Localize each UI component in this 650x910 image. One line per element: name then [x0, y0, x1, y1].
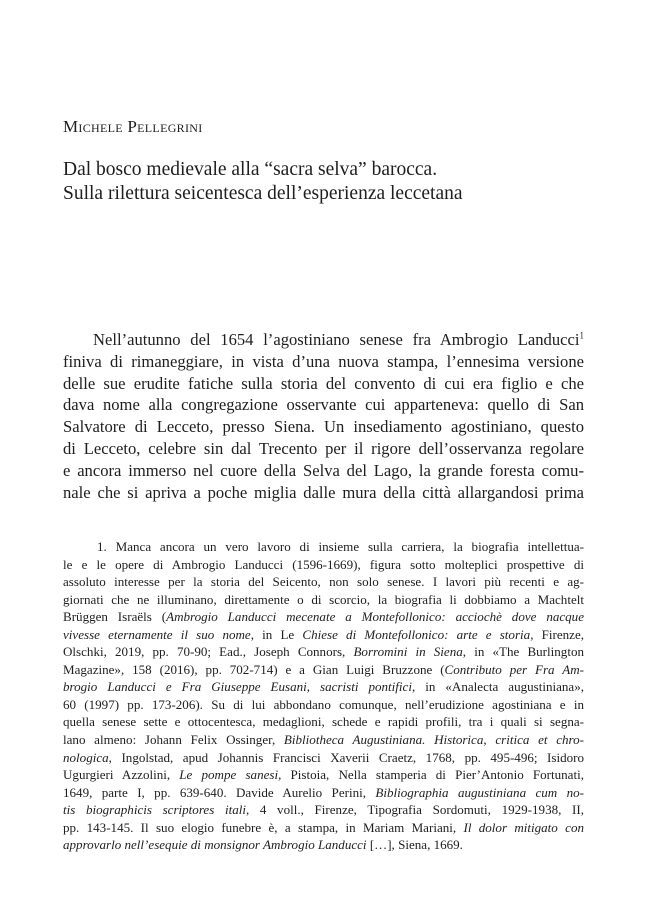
- footnote-line: 1. Manca ancora un vero lavoro di insieme sulla carriera, la biografia intellettua-: [97, 539, 584, 554]
- body-line: di Lecceto, celebre sin dal Trecento per il rigore dell’osservanza regolare: [63, 438, 584, 458]
- body-line: dava nome alla congregazione osservante cui apparteneva: quello di San: [63, 395, 584, 415]
- title-line-2: Sulla rilettura seicentesca dell’esperienza leccetana: [63, 183, 463, 204]
- footnote-line: vivesse eternamente il suo nome, in Le Chiese di Montefollonico: arte e storia, Firenze,: [63, 626, 584, 642]
- footnote-line: pp. 143-145. Il suo elogio funebre è, a stampa, in Mariam Mariani, Il dolor mitigato con: [63, 819, 584, 835]
- author-name: Michele Pellegrini: [63, 117, 203, 136]
- footnote-line: assoluto interesse per la storia del Seicento, non solo senese. I lavori più recenti e ag-: [63, 574, 584, 590]
- footnote-line: approvarlo nell’esequie di monsignor Ambrogio Landucci […], Siena, 1669.: [63, 837, 463, 853]
- body-line: Nell’autunno del 1654 l’agostiniano senese fra Ambrogio Landucci$^1$: [93, 330, 584, 349]
- footnote-line: 1649, parte I, pp. 639-640. Davide Aurelio Perini, Bibliographia augustiniana cum no-: [63, 784, 584, 800]
- footnote-line: quella senese sette e ottocentesca, medaglioni, schede e rapidi profili, tra i quali si segna-: [63, 714, 584, 730]
- footnote-line: tis biographicis scriptores itali, 4 voll., Firenze, Tipografia Sordomuti, 1929-1938, II,: [63, 802, 584, 818]
- body-paragraph: [63, 329, 584, 503]
- body-line: Salvatore di Lecceto, presso Siena. Un insediamento agostiniano, questo: [63, 417, 584, 437]
- footnote: [63, 538, 584, 854]
- body-line: e ancora immerso nel cuore della Selva del Lago, la grande foresta comu-: [63, 460, 584, 480]
- body-line: delle sue erudite fatiche sulla storia del convento di cui era figlio e che: [63, 373, 584, 393]
- article-title: [63, 158, 583, 206]
- footnote-line: nologica, Ingolstad, apud Johannis Francisci Xaverii Craetz, 1768, pp. 495-496; Isidoro: [63, 749, 584, 765]
- footnote-line: Brüggen Israëls (Ambrogio Landucci mecenate a Montefollonico: acciochè dove nacque: [63, 609, 584, 625]
- footnote-line: Magazine», 158 (2016), pp. 702-714) e a Gian Luigi Bruzzone (Contributo per Fra Am-: [63, 661, 584, 677]
- footnote-line: le e le opere di Ambrogio Landucci (1596-1669), figura sotto molteplici prospettive di: [63, 556, 584, 572]
- footnote-line: giornati che ne illuminano, direttamente o di scorcio, la biografia li dobbiamo a Machtelt: [63, 591, 584, 607]
- footnote-ref[interactable]: 1: [579, 330, 584, 341]
- footnote-line: Ugurgieri Azzolini, Le pompe sanesi, Pistoia, Nella stamperia di Pier’Antonio Fortunati,: [63, 767, 584, 783]
- footnote-line: 60 (1997) pp. 173-206). Su di lui abbondano comunque, nell’erudizione agostiniana e in: [63, 696, 584, 712]
- footnote-line: Olschki, 2019, pp. 70-90; Ead., Joseph Connors, Borromini in Siena, in «The Burlington: [63, 644, 584, 660]
- footnote-line: lano almeno: Johann Felix Ossinger, Bibliotheca Augustiniana. Historica, critica et chro-: [63, 732, 584, 748]
- title-line-1: Dal bosco medievale alla “sacra selva” barocca.: [63, 159, 438, 180]
- body-line: nale che si apriva a poche miglia dalle mura della città allargandosi prima: [63, 482, 584, 502]
- footnote-line: brogio Landucci e Fra Giuseppe Eusani, sacristi pontifici, in «Analecta augustiniana»,: [63, 679, 585, 695]
- body-line: finiva di rimaneggiare, in vista d’una nuova stampa, l’ennesima versione: [63, 351, 584, 371]
